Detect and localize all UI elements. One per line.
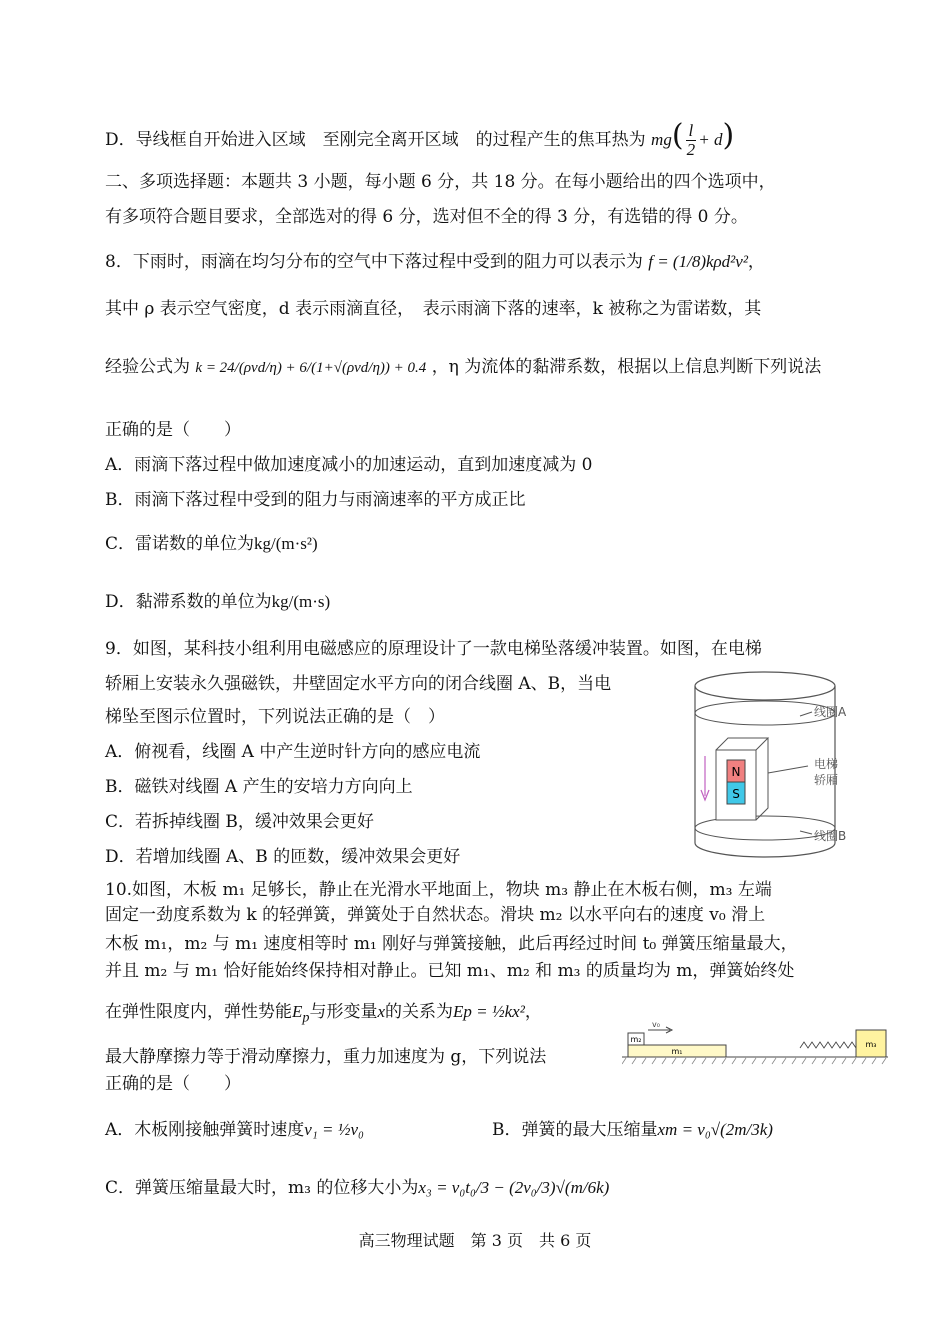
- q10-formula-ep: Ep = ½kx²: [453, 1002, 525, 1021]
- q10-stem-line7: 正确的是（ ）: [105, 1074, 241, 1094]
- q10-label-v0: v₀: [652, 1020, 660, 1029]
- q8-stem-line4: 正确的是（ ）: [105, 420, 241, 440]
- q10-stem-line2: 固定一劲度系数为 k 的轻弹簧，弹簧处于自然状态。滑块 m₂ 以水平向右的速度 v₀ 滑上: [105, 905, 766, 925]
- q9-option-a: A．俯视看，线圈 A 中产生逆时针方向的感应电流: [105, 742, 481, 762]
- q8-stem-line2: 其中 ρ 表示空气密度，d 表示雨滴直径， 表示雨滴下落的速率，k 被称之为雷诺数，其: [105, 299, 762, 319]
- q8-formula-f: f = (1/8)kρd²v²: [648, 252, 748, 271]
- section2-line2: 有多项符合题目要求，全部选对的得 6 分，选对但不全的得 3 分，有选错的得 0 分。: [105, 207, 748, 227]
- q10-stem-line1: 10.如图，木板 m₁ 足够长，静止在光滑水平地面上，物块 m₃ 静止在木板右侧，m₃ 左端: [105, 880, 772, 900]
- q10-option-c-formula: x₃ = v₀t₀/3 − (2v₀/3)√(m/6k): [418, 1178, 610, 1197]
- q9-label-coil-a: 线圈A: [814, 705, 847, 719]
- q9-stem-line3: 梯坠至图示位置时，下列说法正确的是（ ）: [105, 707, 445, 727]
- q9-option-b: B．磁铁对线圈 A 产生的安培力方向向上: [105, 777, 413, 797]
- q9-option-d: D．若增加线圈 A、B 的匝数，缓冲效果会更好: [105, 847, 461, 867]
- q8-stem-line1: 8．下雨时，雨滴在均匀分布的空气中下落过程中受到的阻力可以表示为 f = (1/8)kρd²v²，: [105, 252, 765, 272]
- q8-option-a: A．雨滴下落过程中做加速度减小的加速运动，直到加速度减为 0: [105, 455, 593, 475]
- q10-option-b-formula: xm = v₀√(2m/3k): [657, 1120, 773, 1139]
- q9-label-car-1: 电梯: [814, 757, 839, 771]
- q7-option-d-text: D．导线框自开始进入区域 至刚完全离开区域 的过程产生的焦耳热为: [105, 130, 646, 150]
- q10-stem-line4: 并且 m₂ 与 m₁ 恰好能始终保持相对静止。已知 m₁、m₂ 和 m₃ 的质量均为 m，弹簧始终处: [105, 961, 795, 981]
- q10-option-a-formula: v₁ = ½v₀: [304, 1120, 364, 1139]
- q9-label-coil-b: 线圈B: [814, 829, 847, 843]
- q7-option-d: D．导线框自开始进入区域 至刚完全离开区域 的过程产生的焦耳热为 mg( $\frac{l}{2}$ + d): [105, 118, 735, 159]
- q10-option-a: A．木板刚接触弹簧时速度v₁ = ½v₀: [105, 1120, 364, 1140]
- q9-elevator-figure: [690, 668, 870, 863]
- q8-option-d-unit: kg/(m·s): [271, 592, 331, 611]
- q10-stem-line5: 在弹性限度内，弹性势能$E_p$与形变量x的关系为Ep = ½kx²，: [105, 1002, 542, 1026]
- q10-label-m1: m₁: [671, 1047, 683, 1056]
- q8-formula-k: k = 24/(ρvd/η) + 6/(1+√(ρvd/η)) + 0.4: [195, 360, 427, 376]
- q8-option-c: C．雷诺数的单位为kg/(m·s²): [105, 534, 318, 554]
- q10-option-c: C．弹簧压缩量最大时，m₃ 的位移大小为x₃ = v₀t₀/3 − (2v₀/3)√(m/6k): [105, 1178, 610, 1198]
- q8-option-d: D．黏滞系数的单位为kg/(m·s): [105, 592, 331, 612]
- q9-option-c: C．若拆掉线圈 B，缓冲效果会更好: [105, 812, 374, 832]
- q8-stem-line3: 经验公式为 k = 24/(ρvd/η) + 6/(1+√(ρvd/η)) + 0.4 ，η 为流体的黏滞系数，根据以上信息判断下列说法: [105, 357, 822, 377]
- q9-label-s: S: [732, 787, 740, 801]
- q10-label-m2: m₂: [630, 1035, 642, 1044]
- q8-option-b: B．雨滴下落过程中受到的阻力与雨滴速率的平方成正比: [105, 490, 526, 510]
- q9-stem-line1: 9．如图，某科技小组利用电磁感应的原理设计了一款电梯坠落缓冲装置。如图，在电梯: [105, 639, 762, 659]
- q10-spring-board-figure: [622, 1020, 892, 1070]
- q9-stem-line2: 轿厢上安装永久强磁铁，井壁固定水平方向的闭合线圈 A、B，当电: [105, 674, 612, 694]
- q9-label-car-2: 轿厢: [814, 773, 839, 787]
- q10-stem-line6: 最大静摩擦力等于滑动摩擦力，重力加速度为 g，下列说法: [105, 1047, 547, 1067]
- page-footer: 高三物理试题 第 3 页 共 6 页: [358, 1231, 592, 1250]
- q8-option-c-unit: kg/(m·s²): [254, 534, 318, 553]
- q10-stem-line3: 木板 m₁，m₂ 与 m₁ 速度相等时 m₁ 刚好与弹簧接触，此后再经过时间 t₀ 弹簧压缩量最大，: [105, 934, 798, 954]
- section2-line1: 二、多项选择题：本题共 3 小题，每小题 6 分，共 18 分。在每小题给出的四个选项中，: [105, 172, 776, 192]
- q10-label-m3: m₃: [865, 1040, 877, 1049]
- q10-option-b: B．弹簧的最大压缩量xm = v₀√(2m/3k): [492, 1120, 773, 1140]
- q9-label-n: N: [731, 765, 741, 779]
